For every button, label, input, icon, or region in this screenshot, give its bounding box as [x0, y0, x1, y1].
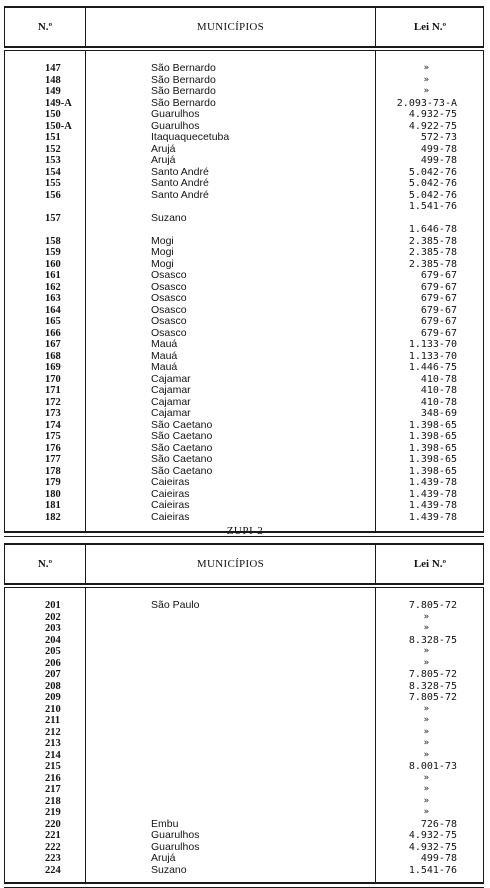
row-law: 1.398-65 [408, 419, 457, 431]
row-number: 208 [45, 680, 61, 692]
table-row [5, 121, 483, 133]
header-municipalities: MUNICÍPIOS [86, 8, 376, 46]
row-municipality: Mauá [151, 338, 178, 350]
table-row [5, 865, 483, 877]
row-number: 181 [45, 500, 61, 511]
row-law: 2.385-78 [408, 247, 457, 258]
row-municipality: Arujá [151, 852, 176, 864]
table-row [5, 270, 483, 282]
row-law: 499-78 [420, 853, 457, 864]
row-number: 152 [45, 143, 61, 155]
row-law: » [423, 807, 429, 817]
row-law: 679-67 [420, 316, 457, 327]
row-number: 201 [45, 600, 61, 611]
row-law: 5.042-76 [408, 166, 457, 178]
row-law: 1.439-78 [408, 500, 457, 511]
row-number: 150-A [45, 120, 72, 132]
row-law: 1.398-65 [408, 431, 457, 442]
table-row [5, 704, 483, 716]
table-row [5, 98, 483, 110]
table-row [5, 692, 483, 704]
row-number: 204 [45, 634, 61, 646]
row-number: 223 [45, 853, 61, 864]
table-row [5, 773, 483, 785]
table-row [5, 420, 483, 432]
table-row [5, 259, 483, 271]
table-row [5, 339, 483, 351]
row-municipality: São Caetano [151, 418, 213, 431]
table-row [5, 466, 483, 478]
row-law: 2.385-78 [408, 258, 457, 270]
row-number: 175 [45, 431, 61, 442]
row-law: 4.922-75 [408, 120, 457, 132]
table-row [5, 431, 483, 443]
table-row [5, 500, 483, 512]
row-number: 210 [45, 703, 61, 715]
table-row [5, 681, 483, 693]
table-row [5, 282, 483, 294]
row-number: 157 [45, 212, 61, 224]
row-law: » [423, 657, 429, 668]
row-law: » [423, 738, 429, 748]
row-municipality: Cajamar [151, 384, 191, 396]
table-row [5, 374, 483, 386]
row-law: » [423, 784, 429, 794]
table-row [5, 715, 483, 727]
row-number: 174 [45, 419, 61, 431]
row-law: » [423, 772, 429, 783]
row-municipality: Itaquaquecetuba [151, 131, 230, 143]
row-law: 4.932-75 [408, 830, 457, 841]
row-municipality: São Bernardo [151, 62, 216, 74]
row-number: 205 [45, 646, 61, 657]
row-law: » [423, 611, 429, 622]
row-municipality: São Caetano [151, 430, 213, 442]
table-row [5, 842, 483, 854]
row-number: 176 [45, 442, 61, 454]
table-header [4, 6, 484, 46]
row-law: 7.805-72 [408, 669, 457, 680]
row-number: 154 [45, 166, 61, 178]
row-law: 1.439-78 [408, 477, 457, 488]
row-law: 410-78 [420, 373, 457, 385]
table-row [5, 155, 483, 167]
row-number: 161 [45, 270, 61, 281]
row-municipality: Osasco [151, 269, 187, 281]
table-row [5, 727, 483, 739]
row-law: 410-78 [420, 385, 457, 396]
row-law: 5.042-76 [408, 178, 457, 189]
table-body [4, 588, 484, 882]
row-law: 4.932-75 [408, 109, 457, 120]
row-number: 165 [45, 316, 61, 327]
row-municipality: Mogi [151, 257, 174, 270]
row-law: » [423, 715, 429, 725]
table-row [5, 819, 483, 831]
row-law: 572-73 [420, 132, 457, 143]
row-municipality: Osasco [151, 292, 187, 304]
row-number: 207 [45, 669, 61, 680]
row-number: 219 [45, 807, 61, 818]
row-law: » [423, 646, 429, 656]
table-row [5, 305, 483, 317]
table-row [5, 408, 483, 420]
row-law: » [423, 623, 429, 633]
table-row [5, 132, 483, 144]
row-municipality: Santo André [151, 177, 209, 189]
table-footer-rule [4, 882, 484, 888]
row-number: 171 [45, 385, 61, 396]
row-law: 2.093-73-A [396, 97, 457, 109]
row-law: 679-67 [420, 281, 457, 293]
table-row [5, 190, 483, 202]
row-municipality: Caieiras [151, 499, 190, 511]
table-row [5, 646, 483, 658]
row-law: 1.446-75 [408, 362, 457, 373]
row-municipality: Mauá [151, 349, 178, 362]
table-row [5, 623, 483, 635]
row-municipality: Osasco [151, 315, 187, 327]
row-number: 182 [45, 511, 61, 523]
row-municipality: Santo André [151, 165, 209, 178]
row-law: 1.646-78 [408, 224, 457, 235]
table-row [5, 351, 483, 363]
row-law: » [423, 74, 429, 85]
header-number: N.º [5, 8, 86, 46]
table-body [4, 51, 484, 531]
row-municipality: São Caetano [151, 453, 213, 465]
table-row [5, 669, 483, 681]
row-number: 217 [45, 784, 61, 795]
row-municipality: Caieiras [151, 487, 190, 500]
row-number: 202 [45, 611, 61, 623]
table-row [5, 600, 483, 612]
row-number: 178 [45, 465, 61, 477]
row-municipality: Embu [151, 817, 179, 830]
table-row [5, 784, 483, 796]
header-municipalities: MUNICÍPIOS [86, 545, 376, 583]
table-row [5, 385, 483, 397]
row-law: » [423, 703, 429, 714]
row-law: 348-69 [420, 408, 457, 419]
row-law: » [423, 726, 429, 737]
row-number: 209 [45, 692, 61, 703]
row-municipality: São Paulo [151, 599, 200, 611]
row-number: 150 [45, 109, 61, 120]
row-number: 167 [45, 339, 61, 350]
row-law: » [423, 795, 429, 806]
row-municipality: Santo André [151, 188, 209, 201]
table-row [5, 63, 483, 75]
row-number: 168 [45, 350, 61, 362]
header-law: Lei N.º [413, 558, 447, 570]
row-municipality: São Bernardo [151, 96, 216, 109]
row-law: 1.439-78 [408, 488, 457, 500]
table-row [5, 178, 483, 190]
row-law: 1.398-65 [408, 465, 457, 477]
row-municipality: Mogi [151, 246, 174, 258]
table-row [5, 201, 483, 213]
row-number: 177 [45, 454, 61, 465]
row-number: 164 [45, 304, 61, 316]
table-row [5, 443, 483, 455]
row-municipality: Caieiras [151, 510, 190, 523]
row-law: » [423, 749, 429, 760]
row-law: 1.398-65 [408, 454, 457, 465]
row-law: » [423, 63, 429, 73]
row-municipality: Arujá [151, 142, 176, 155]
row-law: » [423, 86, 429, 96]
row-number: 158 [45, 235, 61, 247]
table-row [5, 830, 483, 842]
row-law: 726-78 [420, 818, 457, 830]
row-number: 160 [45, 258, 61, 270]
row-number: 215 [45, 761, 61, 772]
table-row [5, 658, 483, 670]
table-row [5, 635, 483, 647]
table-row [5, 489, 483, 501]
row-number: 148 [45, 74, 61, 86]
row-municipality: Caieiras [151, 476, 190, 488]
row-law: 8.001-73 [408, 761, 457, 772]
row-law: 4.932-75 [408, 841, 457, 853]
row-municipality: Guarulhos [151, 829, 200, 841]
table-row [5, 796, 483, 808]
header-number: N.º [5, 545, 86, 583]
row-law: 679-67 [420, 327, 457, 339]
section-title: ZUPI-2 [226, 525, 264, 537]
row-number: 169 [45, 362, 61, 373]
row-municipality: Suzano [151, 211, 187, 224]
table-row [5, 362, 483, 374]
row-number: 172 [45, 396, 61, 408]
table-row [5, 397, 483, 409]
zupi-table-2 [4, 543, 484, 888]
row-number: 159 [45, 247, 61, 258]
row-municipality: São Bernardo [151, 85, 216, 97]
row-law: 499-78 [420, 155, 457, 166]
row-number: 162 [45, 281, 61, 293]
table-row [5, 316, 483, 328]
row-number: 216 [45, 772, 61, 784]
row-law: 8.328-75 [408, 680, 457, 692]
table-row [5, 328, 483, 340]
row-law: 1.133-70 [408, 339, 457, 350]
row-number: 203 [45, 623, 61, 634]
table-row [5, 167, 483, 179]
row-number: 214 [45, 749, 61, 761]
row-municipality: Arujá [151, 154, 176, 166]
row-law: 7.805-72 [408, 692, 457, 703]
row-number: 211 [45, 715, 61, 726]
row-law: 1.398-65 [408, 442, 457, 454]
row-law: 1.439-78 [408, 511, 457, 523]
row-law: 499-78 [420, 143, 457, 155]
row-municipality: Cajamar [151, 372, 191, 385]
row-number: 151 [45, 132, 61, 143]
table-header [4, 543, 484, 583]
row-municipality: Guarulhos [151, 108, 200, 120]
row-law: 7.805-72 [408, 600, 457, 611]
row-municipality: Suzano [151, 863, 187, 876]
row-law: 679-67 [420, 304, 457, 316]
row-number: 224 [45, 864, 61, 876]
table-row [5, 247, 483, 259]
row-law: 410-78 [420, 396, 457, 408]
row-municipality: Osasco [151, 326, 187, 339]
row-law: 2.385-78 [408, 235, 457, 247]
row-number: 222 [45, 841, 61, 853]
row-municipality: Cajamar [151, 407, 191, 419]
zupi-table-1 [4, 6, 484, 537]
table-row [5, 144, 483, 156]
row-number: 220 [45, 818, 61, 830]
row-municipality: Osasco [151, 303, 187, 316]
table-row [5, 75, 483, 87]
row-municipality: Osasco [151, 280, 187, 293]
row-number: 180 [45, 488, 61, 500]
row-law: 679-67 [420, 293, 457, 304]
row-municipality: Mauá [151, 361, 178, 373]
row-law: 1.541-76 [408, 201, 457, 212]
row-number: 155 [45, 178, 61, 189]
table-row [5, 807, 483, 819]
row-municipality: São Caetano [151, 441, 213, 454]
table-row [5, 293, 483, 305]
table-row [5, 477, 483, 489]
row-number: 206 [45, 657, 61, 669]
row-number: 221 [45, 830, 61, 841]
row-law: 1.133-70 [408, 350, 457, 362]
row-law: 8.328-75 [408, 634, 457, 646]
table-row [5, 738, 483, 750]
table-row [5, 86, 483, 98]
row-number: 166 [45, 327, 61, 339]
table-row [5, 761, 483, 773]
row-municipality: São Caetano [151, 464, 213, 477]
row-number: 179 [45, 477, 61, 488]
table-row [5, 853, 483, 865]
row-municipality: São Bernardo [151, 73, 216, 86]
row-number: 218 [45, 795, 61, 807]
row-number: 213 [45, 738, 61, 749]
table-row [5, 213, 483, 225]
table-row [5, 750, 483, 762]
row-municipality: Cajamar [151, 395, 191, 408]
row-law: 5.042-76 [408, 189, 457, 201]
row-municipality: Guarulhos [151, 840, 200, 853]
row-number: 153 [45, 155, 61, 166]
row-law: 679-67 [420, 270, 457, 281]
row-number: 212 [45, 726, 61, 738]
table-row [5, 512, 483, 524]
header-law: Lei N.º [413, 21, 447, 33]
row-number: 149-A [45, 97, 72, 109]
row-municipality: Mogi [151, 234, 174, 247]
row-law: 1.541-76 [408, 864, 457, 876]
row-number: 173 [45, 408, 61, 419]
row-number: 163 [45, 293, 61, 304]
table-row [5, 109, 483, 121]
row-municipality: Guarulhos [151, 119, 200, 132]
table-row [5, 454, 483, 466]
table-row [5, 224, 483, 236]
row-number: 156 [45, 189, 61, 201]
row-number: 170 [45, 373, 61, 385]
row-number: 147 [45, 63, 61, 74]
table-row [5, 612, 483, 624]
row-number: 149 [45, 86, 61, 97]
table-row [5, 236, 483, 248]
